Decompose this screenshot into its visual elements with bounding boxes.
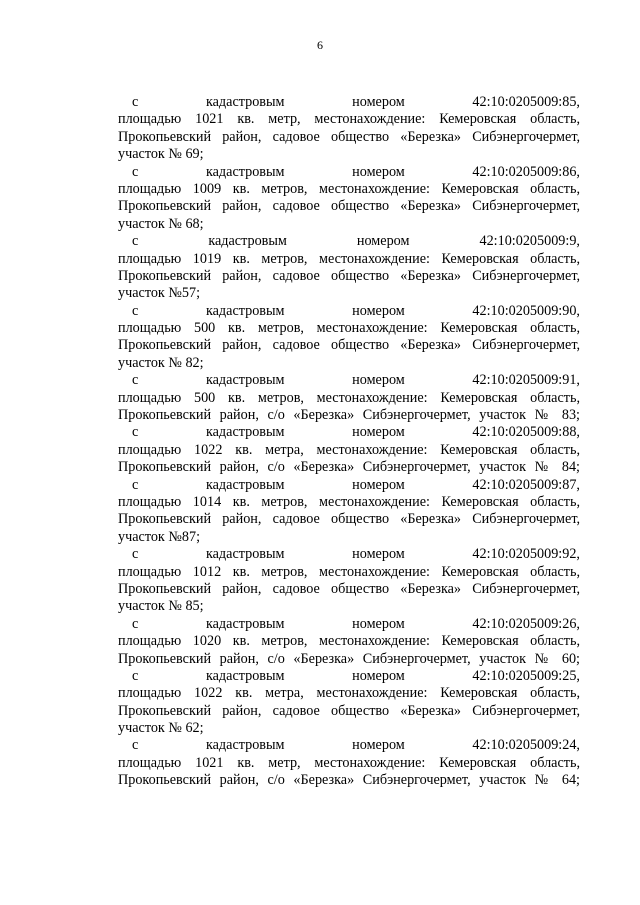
entry-text-line: площадью 1020 кв. метров, местонахождение: Кемеровская область,: [118, 633, 580, 650]
cadastral-entry: [118, 668, 580, 738]
cadastral-entry: [118, 424, 580, 476]
cadastral-entry: [118, 372, 580, 424]
cadastral-number: 42:10:0205009:91,: [472, 372, 580, 389]
entry-label-number: номером: [352, 476, 405, 493]
entry-text-line: площадью 1021 кв. метр, местонахождение: Кемеровская область,: [118, 754, 580, 771]
entry-text-line: участок № 68;: [118, 215, 204, 232]
cadastral-entry: [118, 303, 580, 373]
entry-label-cadastral: кадастровым: [205, 163, 285, 180]
entry-label-number: номером: [352, 667, 405, 684]
entry-prefix: с: [132, 233, 139, 250]
entry-label-number: номером: [352, 615, 405, 632]
cadastral-number: 42:10:0205009:25,: [472, 667, 580, 684]
entry-text-line: Прокопьевский район, садовое общество «Березка» Сибэнергочермет,: [118, 511, 580, 528]
entry-label-cadastral: кадастровым: [205, 546, 285, 563]
entry-text-line: площадью 500 кв. метров, местонахождение: Кемеровская область,: [118, 389, 580, 406]
entry-text-line: участок №87;: [118, 528, 201, 545]
cadastral-number: 42:10:0205009:92,: [472, 546, 580, 563]
entry-label-cadastral: кадастровым: [205, 302, 285, 319]
entry-text-line: площадью 1019 кв. метров, местонахождение: Кемеровская область,: [118, 250, 580, 267]
cadastral-entry: [118, 233, 580, 303]
entry-label-number: номером: [352, 94, 405, 110]
entry-label-number: номером: [352, 737, 405, 754]
entry-head-line: [118, 737, 580, 754]
cadastral-entry: [118, 477, 580, 547]
entry-text-line: участок № 62;: [118, 720, 204, 737]
entry-label-cadastral: кадастровым: [205, 476, 285, 493]
entry-text-line: участок №57;: [118, 285, 201, 302]
cadastral-entry: [118, 94, 580, 164]
entry-head-line: [118, 303, 580, 320]
entry-label-cadastral: кадастровым: [205, 667, 285, 684]
cadastral-entry: [118, 546, 580, 616]
cadastral-number: 42:10:0205009:9,: [479, 233, 580, 250]
entry-text-line: Прокопьевский район, с/о «Березка» Сибэнергочермет, участок № 60;: [118, 650, 580, 667]
entry-text-line: Прокопьевский район, садовое общество «Березка» Сибэнергочермет,: [118, 580, 580, 597]
entry-label-cadastral: кадастровым: [205, 737, 285, 754]
entry-text-line: Прокопьевский район, садовое общество «Березка» Сибэнергочермет,: [118, 128, 580, 145]
cadastral-entry: [118, 737, 580, 789]
entry-prefix: с: [132, 615, 139, 632]
entry-label-cadastral: кадастровым: [205, 372, 285, 389]
entry-label-cadastral: кадастровым: [205, 424, 285, 441]
cadastral-entry: [118, 164, 580, 234]
cadastral-entries-list: [118, 94, 580, 790]
entry-label-cadastral: кадастровым: [205, 94, 285, 110]
entry-text-line: Прокопьевский район, с/о «Березка» Сибэнергочермет, участок № 83;: [118, 407, 580, 424]
entry-label-number: номером: [352, 424, 405, 441]
cadastral-number: 42:10:0205009:26,: [472, 615, 580, 632]
entry-prefix: с: [132, 302, 139, 319]
entry-text-line: участок № 69;: [118, 146, 204, 163]
entry-text-line: Прокопьевский район, садовое общество «Березка» Сибэнергочермет,: [118, 702, 580, 719]
entry-prefix: с: [132, 667, 139, 684]
entry-prefix: с: [132, 424, 139, 441]
entry-text-line: участок № 82;: [118, 354, 204, 371]
entry-text-line: площадью 1022 кв. метра, местонахождение: Кемеровская область,: [118, 685, 580, 702]
entry-label-number: номером: [352, 163, 405, 180]
entry-prefix: с: [132, 546, 139, 563]
entry-head-line: [118, 372, 580, 389]
entry-prefix: с: [132, 372, 139, 389]
entry-prefix: с: [132, 163, 139, 180]
entry-text-line: площадью 1012 кв. метров, местонахождение: Кемеровская область,: [118, 563, 580, 580]
entry-text-line: площадью 1021 кв. метр, местонахождение: Кемеровская область,: [118, 111, 580, 128]
entry-head-line: [118, 164, 580, 181]
cadastral-number: 42:10:0205009:88,: [472, 424, 580, 441]
entry-head-line: [118, 477, 580, 494]
entry-head-line: [118, 233, 580, 250]
entry-text-line: площадью 1014 кв. метров, местонахождение: Кемеровская область,: [118, 493, 580, 510]
entry-label-cadastral: кадастровым: [208, 233, 287, 250]
entry-head-line: [118, 94, 580, 111]
entry-text-line: участок № 85;: [118, 598, 204, 615]
entry-text-line: Прокопьевский район, садовое общество «Березка» Сибэнергочермет,: [118, 337, 580, 354]
entry-label-cadastral: кадастровым: [205, 615, 285, 632]
entry-head-line: [118, 424, 580, 441]
entry-text-line: площадью 500 кв. метров, местонахождение: Кемеровская область,: [118, 320, 580, 337]
entry-text-line: Прокопьевский район, с/о «Березка» Сибэнергочермет, участок № 84;: [118, 459, 580, 476]
entry-text-line: Прокопьевский район, садовое общество «Березка» Сибэнергочермет,: [118, 198, 580, 215]
entry-text-line: площадью 1022 кв. метра, местонахождение: Кемеровская область,: [118, 441, 580, 458]
entry-head-line: [118, 616, 580, 633]
entry-prefix: с: [132, 94, 139, 110]
entry-head-line: [118, 668, 580, 685]
entry-text-line: Прокопьевский район, с/о «Березка» Сибэнергочермет, участок № 64;: [118, 772, 580, 789]
page-number: 6: [317, 38, 323, 52]
cadastral-number: 42:10:0205009:87,: [472, 476, 580, 493]
entry-prefix: с: [132, 476, 139, 493]
entry-label-number: номером: [352, 302, 405, 319]
entry-label-number: номером: [352, 546, 405, 563]
cadastral-number: 42:10:0205009:86,: [472, 163, 580, 180]
entry-text-line: площадью 1009 кв. метров, местонахождение: Кемеровская область,: [118, 180, 580, 197]
entry-text-line: Прокопьевский район, садовое общество «Березка» Сибэнергочермет,: [118, 267, 580, 284]
cadastral-number: 42:10:0205009:85,: [472, 94, 580, 110]
entry-head-line: [118, 546, 580, 563]
cadastral-number: 42:10:0205009:24,: [472, 737, 580, 754]
entry-label-number: номером: [352, 372, 405, 389]
entry-label-number: номером: [356, 233, 410, 250]
entry-prefix: с: [132, 737, 139, 754]
cadastral-entry: [118, 616, 580, 668]
cadastral-number: 42:10:0205009:90,: [472, 302, 580, 319]
